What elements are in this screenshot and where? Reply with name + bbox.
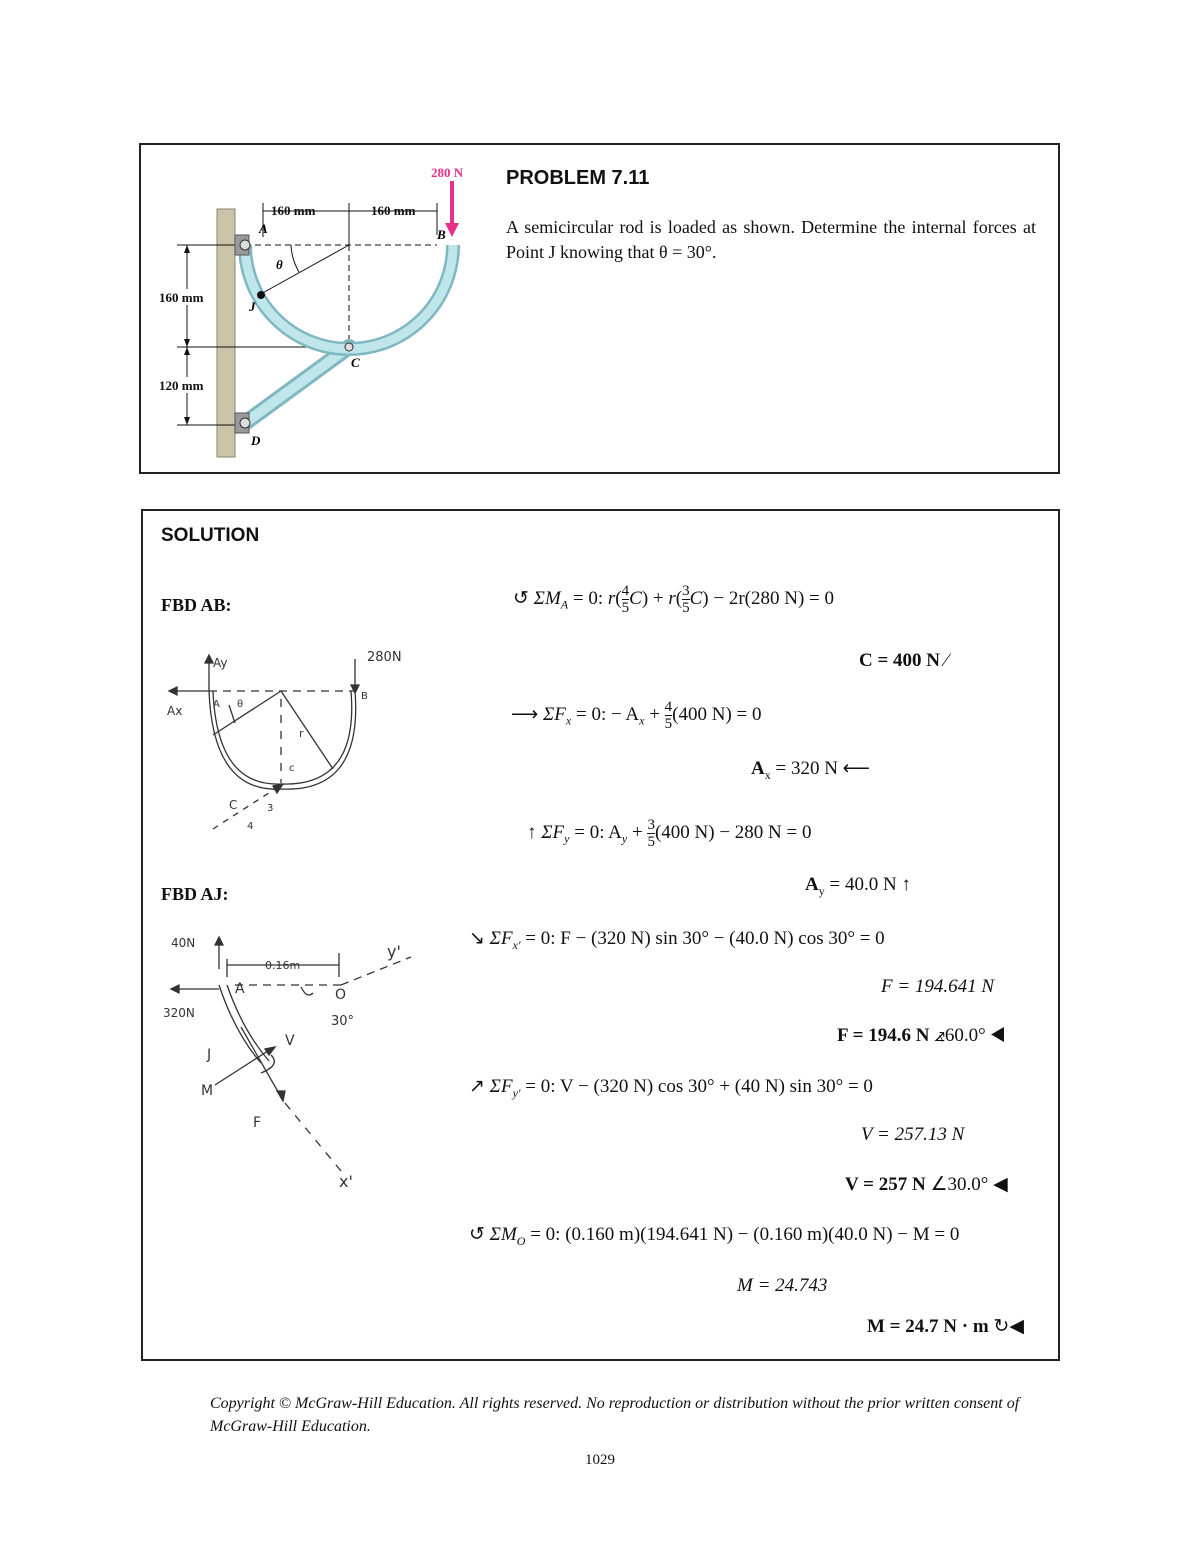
sketch-ab-theta: θ — [237, 699, 244, 710]
solution-box — [141, 509, 1060, 1361]
fbd-aj-label: FBD AJ: — [161, 884, 229, 904]
result-c: C = 400 N ⁄ — [859, 650, 948, 671]
sketch-ab-ay: Ay — [213, 656, 228, 670]
dim-top-left: 160 mm — [271, 203, 316, 218]
sketch-aj-320n: 320N — [163, 1006, 195, 1020]
dim-side-upper: 160 mm — [159, 290, 204, 305]
result-f: F = 194.6 N ⦨60.0° ◀ — [837, 1025, 1006, 1046]
sketch-aj-ang: 30° — [331, 1014, 355, 1029]
eq-sum-fy: ↑ $\Sigma F_y = 0$: $A_y$ + $\frac{3}{5}$ (400 N) − 280 N = 0 — [527, 817, 812, 850]
right-arrow-icon: ⟶ — [511, 703, 539, 725]
problem-title: PROBLEM 7.11 — [506, 167, 650, 189]
page-number: 1029 — [585, 1452, 615, 1468]
fbd-ab-label: FBD AB: — [161, 595, 232, 615]
sketch-aj-v: V — [285, 1033, 295, 1049]
ccw-moment-icon: ↺ — [469, 1224, 485, 1245]
result-ay: $A_y = 40.0$ N ↑ — [805, 874, 911, 898]
direction-arrow-icon: ⁄ — [944, 650, 948, 671]
sketch-aj-a: A — [235, 981, 245, 997]
sketch-ab-load: 280N — [367, 650, 402, 665]
load-label: 280 N — [431, 165, 464, 180]
problem-box — [139, 143, 1060, 474]
fbd-ab-sketch — [163, 643, 483, 843]
problem-text: A semicircular rod is loaded as shown. Determine the internal forces at Point J knowing that θ = 30°. — [506, 217, 1036, 262]
sketch-aj-dist: 0.16m — [265, 959, 301, 972]
answer-marker-icon: ◀ — [1009, 1316, 1024, 1337]
sketch-aj-m: M — [201, 1083, 214, 1099]
eq-sum-fx: ⟶ $\Sigma F_x = 0$: − $A_x$ + $\frac{4}{5}$ (400 N) = 0 — [511, 699, 762, 732]
cw-moment-icon: ↻ — [993, 1316, 1010, 1337]
result-f-exact: F = 194.641 N — [881, 976, 995, 997]
up-arrow-icon: ↑ — [901, 874, 911, 895]
sketch-aj-xp: x' — [339, 1172, 353, 1191]
up-arrow-icon: ↑ — [527, 821, 537, 843]
answer-marker-icon: ◀ — [990, 1025, 1006, 1046]
fbd-aj-sketch — [161, 923, 481, 1193]
sketch-ab-b: B — [361, 691, 368, 702]
sketch-ab-r: r — [299, 727, 304, 740]
solution-title: SOLUTION — [161, 525, 260, 546]
angle-icon: ⦨ — [934, 1025, 945, 1046]
copyright-notice: Copyright © McGraw-Hill Education. All rights reserved. No reproduction or distribution without the prior written consent of McGraw-Hill Education. — [210, 1395, 1020, 1435]
sketch-aj-o: O — [335, 987, 347, 1003]
sketch-aj-40n: 40N — [171, 936, 196, 950]
label-b: B — [437, 227, 446, 242]
answer-marker-icon: ◀ — [993, 1174, 1008, 1195]
eq-sum-moments-o: ↺ $\Sigma M_O = 0$: (0.160 m)(194.641 N) − (0.160 m)(40.0 N) − M = 0 — [469, 1224, 960, 1248]
sketch-ab-a: A — [213, 699, 220, 710]
result-m: M = 24.7 N · m ↻◀ — [867, 1316, 1024, 1337]
result-v: V = 257 N ∠30.0° ◀ — [845, 1174, 1008, 1195]
point-j — [257, 291, 265, 299]
result-ax: $A_x = 320$ N ⟵ — [751, 758, 870, 782]
sketch-aj-f: F — [253, 1115, 262, 1131]
sketch-ab-cvec: C — [229, 798, 238, 812]
left-arrow-icon: ⟵ — [842, 758, 870, 779]
label-d: D — [251, 433, 261, 448]
label-j: J — [249, 299, 256, 314]
dim-top-right: 160 mm — [371, 203, 416, 218]
sketch-ab-c: c — [289, 763, 295, 774]
label-c: C — [351, 355, 360, 370]
sketch-ab-ax: Ax — [167, 704, 183, 718]
eq-sum-fx-prime: ↘ $\Sigma F_{x'} = 0$: F − (320 N) sin 30° − (40.0 N) cos 30° = 0 — [469, 928, 885, 952]
eq-sum-moments-a: ↺ $\Sigma M_A = 0$: r( $\frac{4}{5}$ C) + r( $\frac{3}{5}$ C) − 2r(280 N) = 0 — [513, 583, 834, 616]
label-a: A — [259, 221, 268, 236]
sketch-aj-j: J — [207, 1047, 212, 1063]
sketch-aj-yp: y' — [387, 942, 401, 961]
ccw-moment-icon: ↺ — [513, 587, 529, 609]
eq-sum-fy-prime: ↗ $\Sigma F_{y'} = 0$: V − (320 N) cos 30° + (40 N) sin 30° = 0 — [469, 1076, 873, 1100]
wall — [217, 209, 235, 457]
sketch-ab-n4: 4 — [247, 821, 254, 832]
sketch-ab-n3: 3 — [267, 803, 274, 814]
result-m-exact: M = 24.743 — [737, 1275, 828, 1296]
problem-figure — [141, 145, 481, 475]
result-v-exact: V = 257.13 N — [861, 1124, 965, 1145]
diagonal-arrow-icon: ↗ — [469, 1076, 485, 1097]
diagonal-arrow-icon: ↘ — [469, 928, 485, 949]
angle-icon: ∠ — [930, 1174, 948, 1195]
label-theta: θ — [276, 257, 283, 272]
dim-side-lower: 120 mm — [159, 378, 204, 393]
